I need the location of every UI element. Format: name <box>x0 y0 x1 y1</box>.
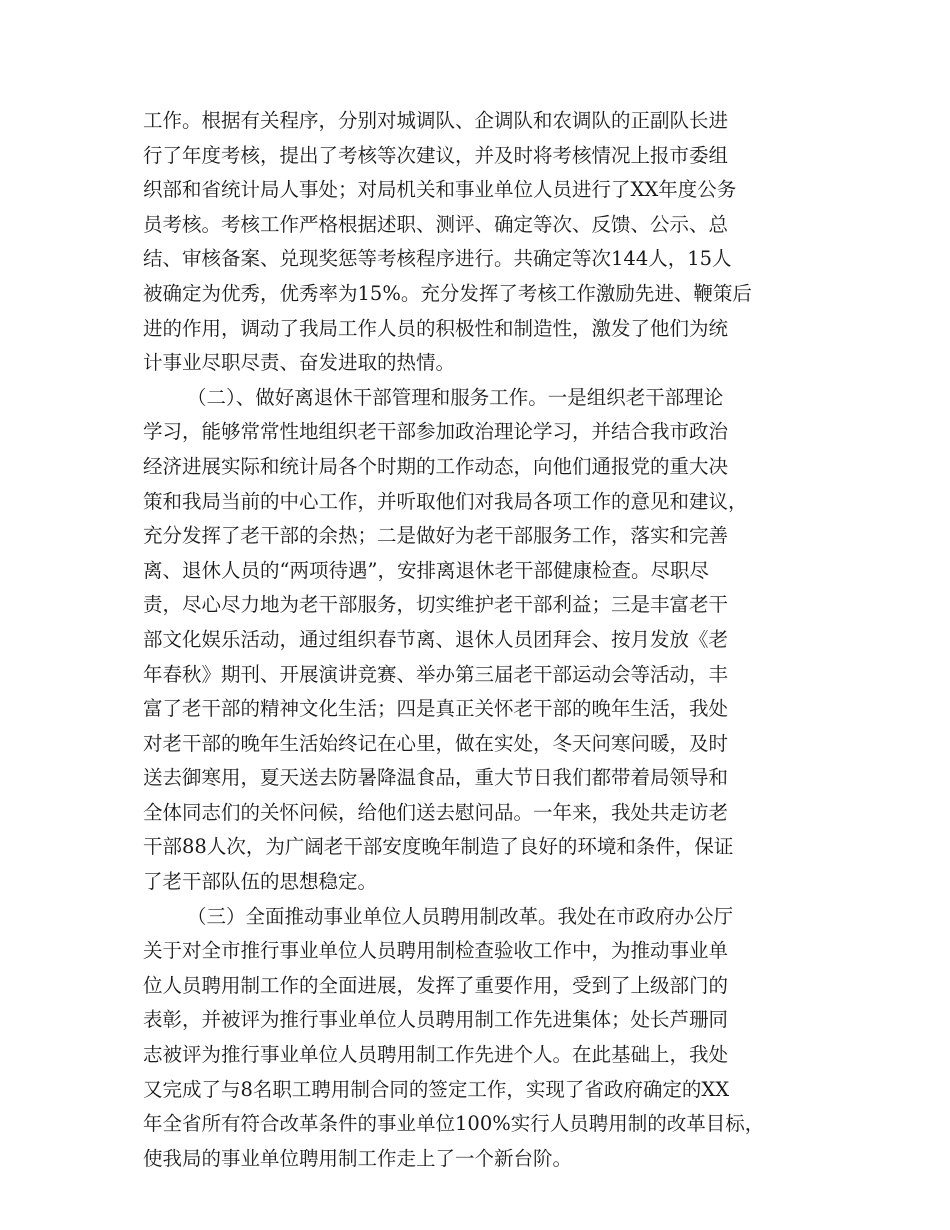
text-line: 行了年度考核，提出了考核等次建议，并及时将考核情况上报市委组 <box>143 143 729 167</box>
text-line: 充分发挥了老干部的余热；二是做好为老干部服务工作，落实和完善 <box>143 524 729 548</box>
document-body <box>143 104 833 1176</box>
paragraph-appraisal <box>143 104 833 381</box>
text-line: 进的作用，调动了我局工作人员的积极性和制造性，激发了他们为统 <box>143 316 729 340</box>
text-line: 离、退休人员的“两项待遇”，安排离退休老干部健康检查。尽职尽 <box>143 558 709 582</box>
paragraph-retired-cadres <box>143 381 833 900</box>
text-line: 了老干部队伍的思想稳定。 <box>143 870 378 894</box>
text-line: 计事业尽职尽责、奋发进取的热情。 <box>143 351 456 375</box>
paragraph-first-line: （二）、做好离退休干部管理和服务工作。一是组织老干部理论 <box>187 385 724 409</box>
text-line: 员考核。考核工作严格根据述职、测评、确定等次、反馈、公示、总 <box>143 212 729 236</box>
text-line: 年全省所有符合改革条件的事业单位100%实行人员聘用制的改革目标， <box>143 1112 765 1136</box>
text-line: 志被评为推行事业单位人员聘用制工作先进个人。在此基础上，我处 <box>143 1043 729 1067</box>
text-line: 关于对全市推行事业单位人员聘用制检查验收工作中，为推动事业单 <box>143 939 729 963</box>
text-line: 全体同志们的关怀问候，给他们送去慰问品。一年来，我处共走访老 <box>143 800 729 824</box>
text-line: 表彰，并被评为推行事业单位人员聘用制工作先进集体；处长芦珊同 <box>143 1008 729 1032</box>
text-line: 干部88人次，为广阔老干部安度晚年制造了良好的环境和条件，保证 <box>143 835 734 859</box>
text-line: 部文化娱乐活动，通过组织春节离、退休人员团拜会、按月发放《老 <box>143 627 729 651</box>
text-line: 织部和省统计局人事处；对局机关和事业单位人员进行了XX年度公务 <box>143 178 737 202</box>
text-line: 又完成了与8名职工聘用制合同的签定工作，实现了省政府确定的XX <box>143 1077 730 1101</box>
text-line: 责，尽心尽力地为老干部服务，切实维护老干部利益；三是丰富老干 <box>143 593 729 617</box>
text-line: 工作。根据有关程序，分别对城调队、企调队和农调队的正副队长进 <box>143 109 729 132</box>
text-line: 年春秋》期刊、开展演讲竞赛、举办第三届老干部运动会等活动，丰 <box>143 662 729 686</box>
text-line: 被确定为优秀，优秀率为15%。充分发挥了考核工作激励先进、鞭策后 <box>143 281 752 305</box>
paragraph-first-line: （三）全面推动事业单位人员聘用制改革。我处在市政府办公厅 <box>187 904 734 928</box>
text-line: 送去御寒用，夏天送去防暑降温食品，重大节日我们都带着局领导和 <box>143 766 729 790</box>
text-line: 策和我局当前的中心工作，并听取他们对我局各项工作的意见和建议， <box>143 489 748 513</box>
text-line: 富了老干部的精神文化生活；四是真正关怀老干部的晚年生活，我处 <box>143 697 729 721</box>
text-line: 经济进展实际和统计局各个时期的工作动态，向他们通报党的重大决 <box>143 454 729 478</box>
text-line: 位人员聘用制工作的全面进展，发挥了重要作用，受到了上级部门的 <box>143 973 729 997</box>
text-line: 结、审核备案、兑现奖惩等考核程序进行。共确定等次144人，15人 <box>143 247 732 271</box>
text-line: 学习，能够常常性地组织老干部参加政治理论学习，并结合我市政治 <box>143 420 729 444</box>
text-line: 使我局的事业单位聘用制工作走上了一个新台阶。 <box>143 1146 573 1170</box>
text-line: 对老干部的晚年生活始终记在心里，做在实处，冬天问寒问暖，及时 <box>143 731 729 755</box>
paragraph-employment-reform <box>143 900 833 1177</box>
